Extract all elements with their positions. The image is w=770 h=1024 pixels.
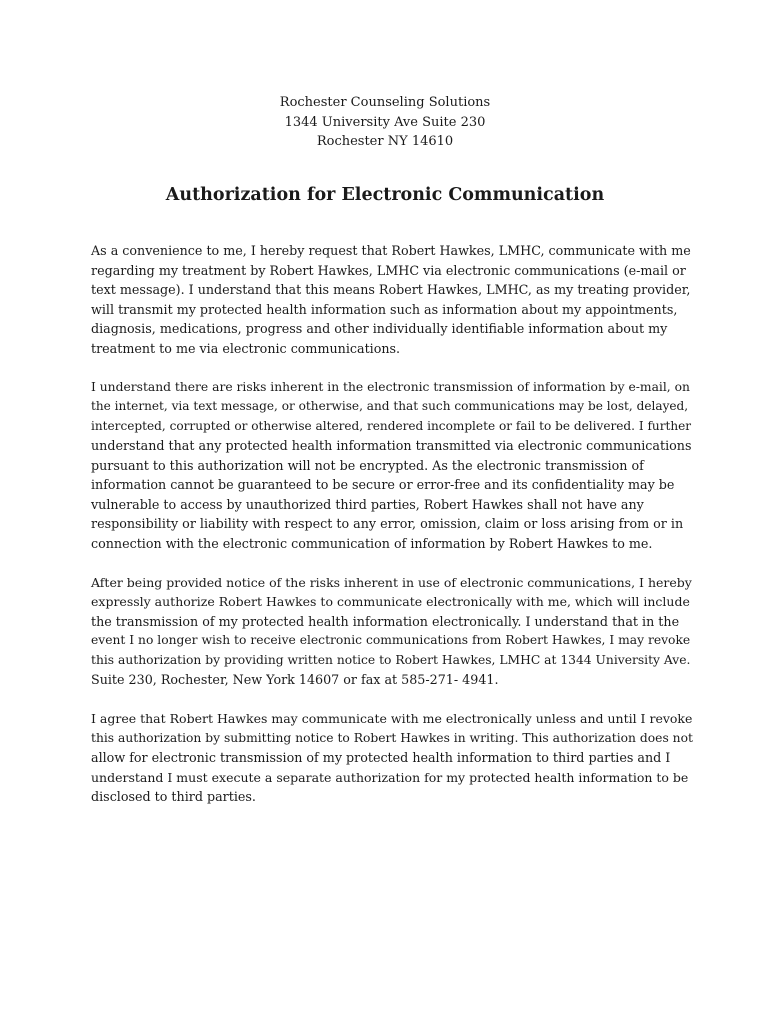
paragraph-agreement xyxy=(91,709,691,807)
text-line: regarding my treatment by Robert Hawkes, LMHC via electronic communications (e-mail or xyxy=(91,262,686,278)
text-line: I understand there are risks inherent in the electronic transmission of information by e-mail, on xyxy=(91,379,690,394)
paragraph-authorization xyxy=(91,573,691,690)
document-title: Authorization for Electronic Communication xyxy=(165,185,605,205)
text-line: understand I must execute a separate authorization for my protected health information to be xyxy=(91,769,689,785)
text-line: diagnosis, medications, progress and other individually identifiable information about my xyxy=(91,321,668,336)
text-line: Suite 230, Rochester, New York 14607 or fax at 585-271- 4941. xyxy=(91,672,499,687)
text-line: intercepted, corrupted or otherwise altered, rendered incomplete or fail to be delivered. I further xyxy=(91,418,692,433)
text-line: After being provided notice of the risks inherent in use of electronic communications, I hereby xyxy=(91,574,692,590)
text-line: understand that any protected health information transmitted via electronic communications xyxy=(91,438,692,453)
text-line: the internet, via text message, or otherwise, and that such communications may be lost, delayed, xyxy=(91,399,689,413)
text-line: the transmission of my protected health information electronically. I understand that in the xyxy=(91,613,680,629)
text-line: this authorization by submitting notice to Robert Hawkes in writing. This authorization does not xyxy=(91,730,693,745)
text-line: responsibility or liability with respect to any error, omission, claim or loss arising from or in xyxy=(91,516,684,531)
text-line: I agree that Robert Hawkes may communicate with me electronically unless and until I revoke xyxy=(91,711,693,726)
text-line: As a convenience to me, I hereby request that Robert Hawkes, LMHC, communicate with me xyxy=(91,243,691,258)
text-line: connection with the electronic communication of information by Robert Hawkes to me. xyxy=(91,535,653,551)
text-line: allow for electronic transmission of my protected health information to third parties and I xyxy=(91,750,671,765)
text-line: text message). I understand that this means Robert Hawkes, LMHC, as my treating provider, xyxy=(91,282,691,297)
org-name: Rochester Counseling Solutions xyxy=(279,95,491,110)
paragraph-request xyxy=(91,241,691,358)
text-line: information cannot be guaranteed to be secure or error-free and its confidentiality may be xyxy=(91,477,675,492)
text-line: vulnerable to access by unauthorized third parties, Robert Hawkes shall not have any xyxy=(91,496,644,512)
address-line-1: 1344 University Ave Suite 230 xyxy=(284,114,486,130)
text-line: pursuant to this authorization will not be encrypted. As the electronic transmission of xyxy=(91,457,644,473)
text-line: will transmit my protected health information such as information about my appointments, xyxy=(91,301,678,317)
text-line: expressly authorize Robert Hawkes to communicate electronically with me, which will include xyxy=(91,594,690,609)
text-line: disclosed to third parties. xyxy=(91,789,256,804)
text-line: event I no longer wish to receive electronic communications from Robert Hawkes, I may revoke xyxy=(91,633,691,647)
document-body xyxy=(91,241,691,826)
letterhead xyxy=(0,93,770,152)
address-line-2: Rochester NY 14610 xyxy=(316,134,454,149)
text-line: treatment to me via electronic communications. xyxy=(91,340,401,356)
paragraph-risks xyxy=(91,378,691,554)
text-line: this authorization by providing written notice to Robert Hawkes, LMHC at 1344 University Ave. xyxy=(91,652,691,667)
